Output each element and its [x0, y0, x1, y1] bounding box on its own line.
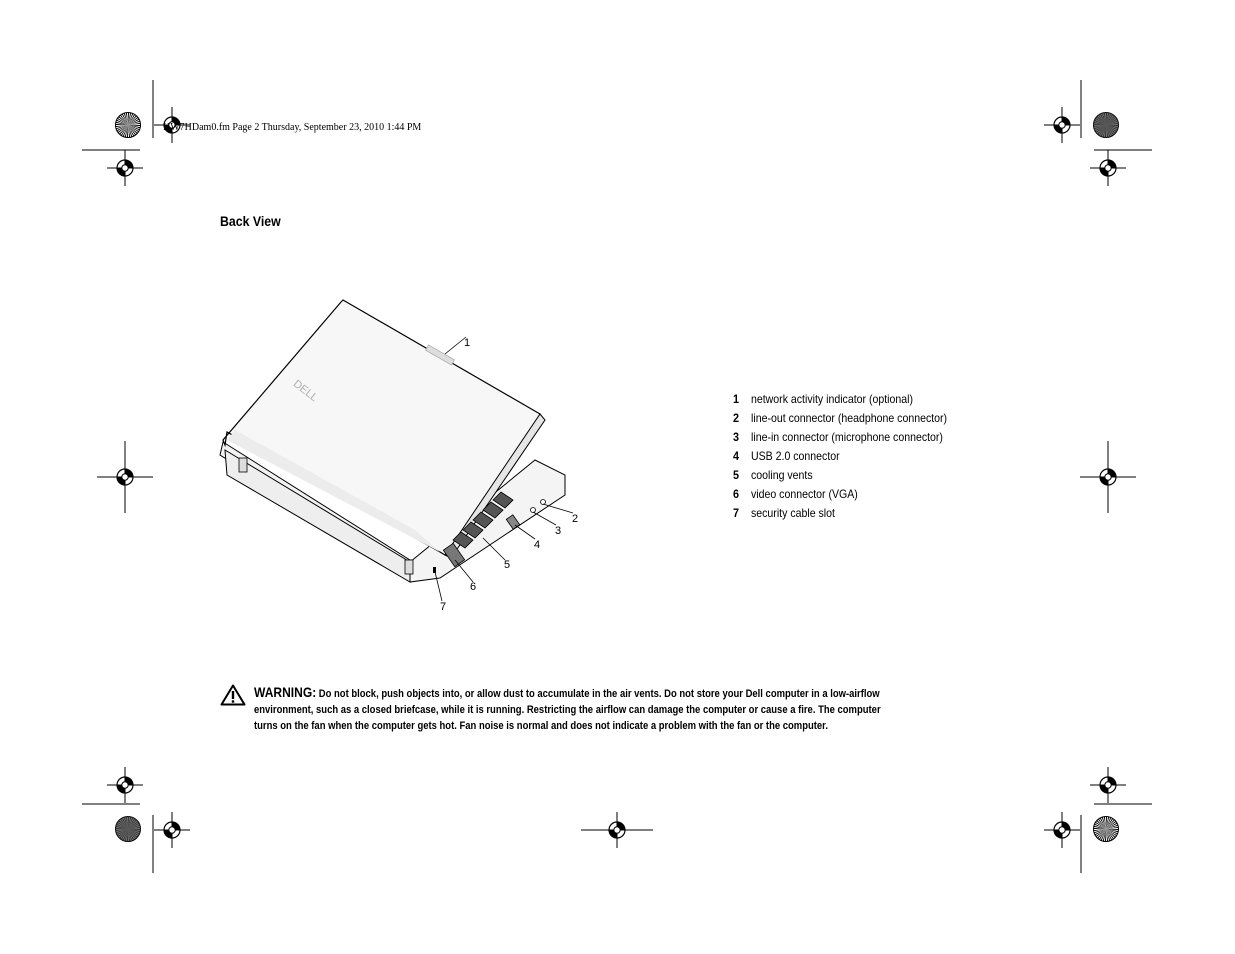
legend-number: 3	[733, 429, 740, 444]
legend-item	[733, 465, 974, 484]
warning-label: WARNING:	[254, 684, 317, 700]
registration-target-icon	[1080, 441, 1136, 513]
callout-5: 5	[504, 559, 511, 571]
lid-logo: DELL	[290, 377, 320, 405]
registration-target-icon	[154, 812, 190, 848]
legend-text: security cable slot	[751, 505, 835, 520]
registration-target-icon	[581, 812, 653, 848]
section-title: Back View	[220, 213, 281, 229]
registration-target-icon	[1090, 150, 1126, 186]
warning-text	[254, 684, 882, 734]
mic-jack	[531, 508, 536, 513]
security-slot	[433, 567, 436, 573]
legend-number: 6	[733, 486, 740, 501]
registration-target-icon	[1090, 767, 1126, 803]
legend-number: 4	[733, 448, 740, 463]
warning-message: Do not block, push objects into, or allow dust to accumulate in the air vents. Do not store your Dell computer in a low-airflow environment, such as a closed briefcase, while it is running. Restricting the airflow can damage the computer or cause a fire. The computer turns on the fan when the computer gets hot. Fan noise is normal and does not indicate a problem with the fan or the computer.	[254, 688, 881, 732]
color-bar-dark-icon	[116, 817, 141, 842]
legend-item	[733, 389, 974, 408]
legend-number: 2	[733, 410, 740, 425]
legend-text: USB 2.0 connector	[751, 448, 840, 463]
registration-target-icon	[97, 441, 153, 513]
starburst-target-icon	[1094, 817, 1119, 842]
legend-item	[733, 484, 974, 503]
legend-number: 1	[733, 391, 740, 406]
legend-item	[733, 408, 974, 427]
callout-6: 6	[470, 581, 477, 593]
legend-item	[733, 446, 974, 465]
registration-target-icon	[1044, 812, 1080, 848]
headphone-jack	[541, 500, 546, 505]
hinge-right	[405, 560, 413, 574]
callout-1: 1	[464, 337, 471, 349]
color-bar-dark-icon	[1094, 113, 1119, 138]
legend-item	[733, 503, 974, 522]
legend-text: line-in connector (microphone connector)	[751, 429, 943, 444]
callout-legend	[733, 389, 974, 522]
callout-7: 7	[440, 601, 447, 613]
callout-4: 4	[534, 539, 541, 551]
registration-target-icon	[107, 767, 143, 803]
legend-number: 5	[733, 467, 740, 482]
laptop-back-view-figure	[215, 290, 615, 620]
file-header-line: HW7HDam0.fm Page 2 Thursday, September 23, 2010 1:44 PM	[163, 122, 422, 133]
legend-text: cooling vents	[751, 467, 813, 482]
warning-triangle-icon	[220, 684, 246, 706]
registration-target-icon	[107, 150, 143, 186]
starburst-target-icon	[116, 113, 141, 138]
legend-text: line-out connector (headphone connector)	[751, 410, 948, 425]
callout-2: 2	[572, 513, 579, 525]
legend-text: video connector (VGA)	[751, 486, 858, 501]
legend-item	[733, 427, 974, 446]
registration-target-icon	[1044, 107, 1080, 143]
callout-3: 3	[555, 525, 562, 537]
legend-text: network activity indicator (optional)	[751, 391, 913, 406]
hinge-left	[239, 458, 247, 472]
legend-number: 7	[733, 505, 740, 520]
